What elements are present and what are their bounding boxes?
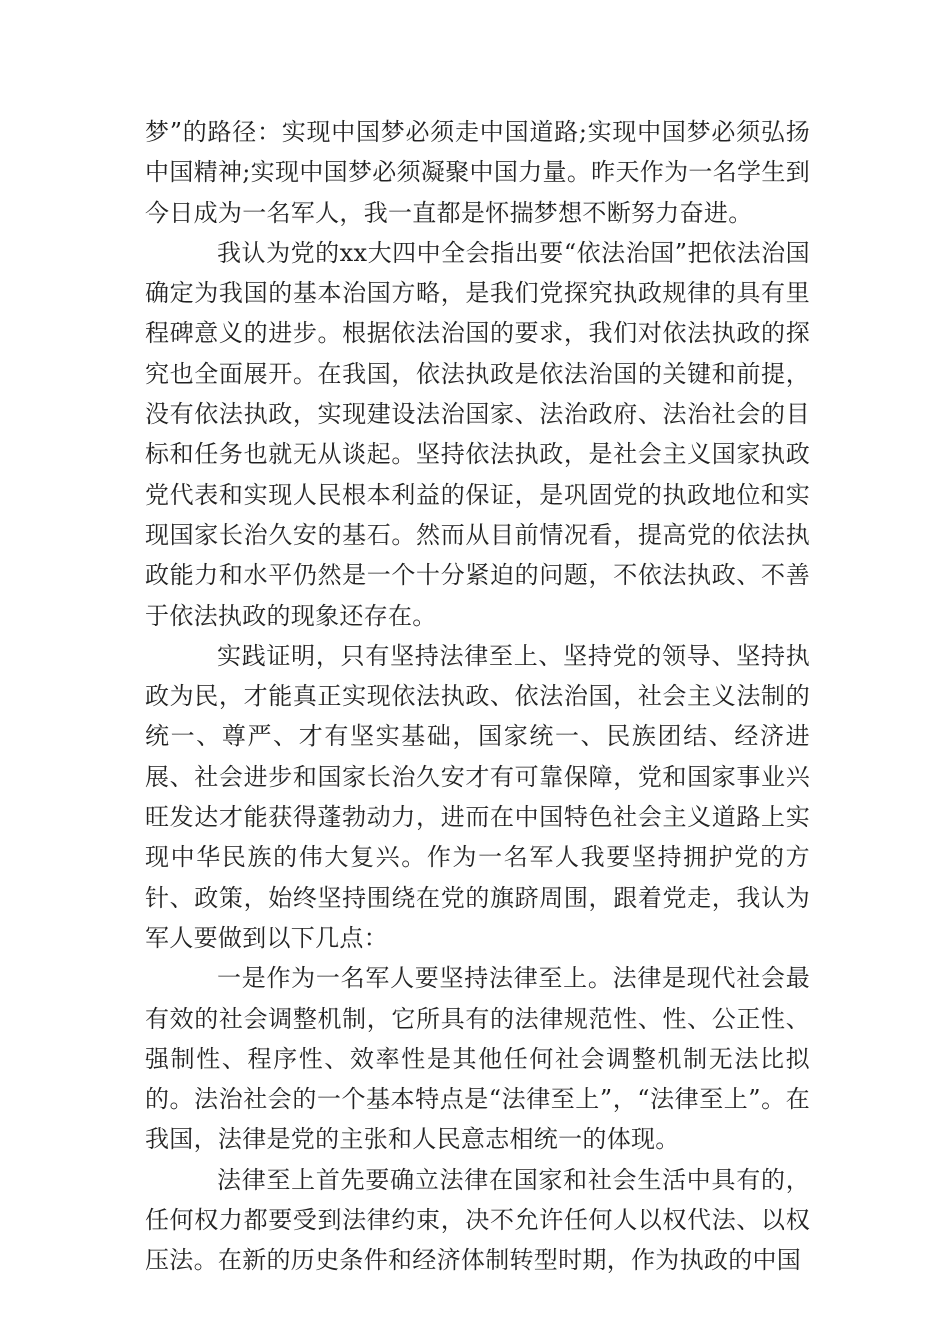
paragraph-3: 实践证明，只有坚持法律至上、坚持党的领导、坚持执政为民，才能真正实现依法执政、依法治国，社会主义法制的统一、尊严、才有坚实基础，国家统一、民族团结、经济进展、社会进步和国家长治久安才有可靠保障，党和国家事业兴旺发达才能获得蓬勃动力，进而在中国特色社会主义道路上实现中华民族的伟大复兴。作为一名军人我要坚持拥护党的方针、政策，始终坚持围绕在党的旗跻周围，跟着党走，我认为军人要做到以下几点： [145, 641, 810, 952]
paragraph-1: 梦”的路径：实现中国梦必须走中国道路;实现中国梦必须弘扬中国精神;实现中国梦必须凝聚中国力量。昨天作为一名学生到今日成为一名军人，我一直都是怀揣梦想不断努力奋进。 [145, 118, 810, 227]
paragraph-2: 我认为党的xx大四中全会指出要“依法治国”把依法治国确定为我国的基本治国方略，是我们党探究执政规律的具有里程碑意义的进步。根据依法治国的要求，我们对依法执政的探究也全面展开。在我国，依法执政是依法治国的关键和前提，没有依法执政，实现建设法治国家、法治政府、法治社会的目标和任务也就无从谈起。坚持依法执政，是社会主义国家执政党代表和实现人民根本利益的保证，是巩固党的执政地位和实现国家长治久安的基石。然而从目前情况看，提高党的依法执政能力和水平仍然是一个十分紧迫的问题，不依法执政、不善于依法执政的现象还存在。 [145, 238, 810, 630]
paragraph-5: 法律至上首先要确立法律在国家和社会生活中具有的，任何权力都要受到法律约束，决不允许任何人以权代法、以权压法。在新的历史条件和经济体制转型时期，作为执政的中国 [145, 1165, 810, 1275]
document-body [145, 112, 810, 1281]
paragraph-4: 一是作为一名军人要坚持法律至上。法律是现代社会最有效的社会调整机制，它所具有的法律规范性、性、公正性、强制性、程序性、效率性是其他任何社会调整机制无法比拟的。法治社会的一个基本特点是“法律至上”，“法律至上”。在我国，法律是党的主张和人民意志相统一的体现。 [145, 964, 810, 1154]
